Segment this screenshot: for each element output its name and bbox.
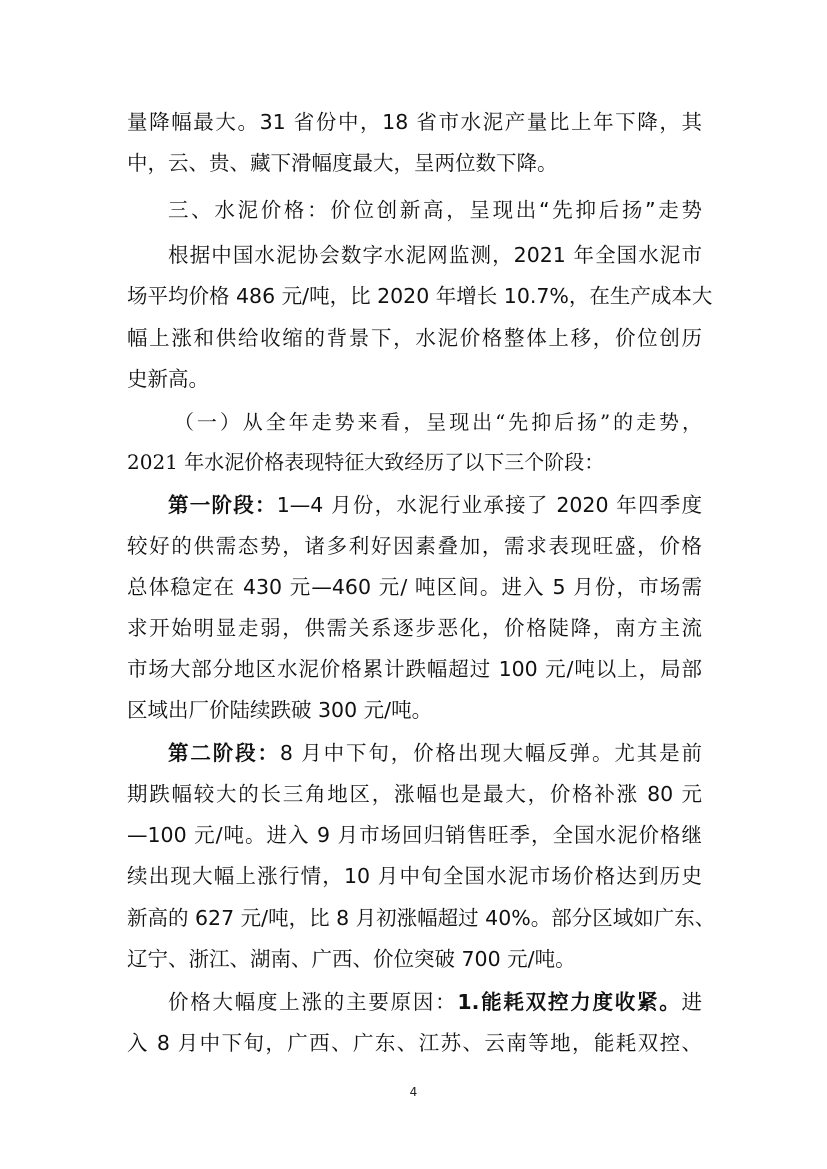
- paragraph-line: [168, 982, 702, 1022]
- stage1-text: 1—4 月份，水泥行业承接了 2020 年四季度: [276, 493, 703, 517]
- stage2-label: 第二阶段：: [168, 741, 280, 765]
- paragraph-line: 中，云、贵、藏下滑幅度最大，呈两位数下降。: [127, 151, 558, 175]
- page-number: 4: [409, 1085, 418, 1099]
- paragraph-line: 量降幅最大。31 省份中，18 省市水泥产量比上年下降，其: [127, 110, 702, 134]
- reason1-tail: 进: [681, 990, 702, 1014]
- paragraph-line: 入 8 月中下旬，广西、广东、江苏、云南等地，能耗双控、: [127, 1031, 702, 1055]
- paragraph-line: 新高的 627 元/吨，比 8 月初涨幅超过 40%。部分区域如广东、: [127, 906, 716, 930]
- reason-intro: 价格大幅度上涨的主要原因：: [168, 990, 458, 1014]
- stage2-text: 8 月中下旬，价格出现大幅反弹。尤其是前: [279, 741, 703, 765]
- reason1-label: 1.能耗双控力度收紧。: [457, 990, 682, 1014]
- paragraph-line: 幅上涨和供给收缩的背景下，水泥价格整体上移，价位创历: [127, 326, 702, 350]
- stage1-label: 第一阶段：: [168, 493, 277, 517]
- paragraph-line: 总体稳定在 430 元—460 元/ 吨区间。进入 5 月份，市场需: [127, 575, 702, 599]
- paragraph-line: 求开始明显走弱，供需关系逐步恶化，价格陡降，南方主流: [127, 616, 702, 640]
- subsection-heading: （一）从全年走势来看，呈现出“先抑后扬”的走势，: [174, 410, 702, 434]
- section-heading: 三、水泥价格：价位创新高，呈现出“先抑后扬”走势: [168, 198, 702, 222]
- subsection-heading-cont: 2021 年水泥价格表现特征大致经历了以下三个阶段：: [127, 450, 605, 474]
- paragraph-line: 场平均价格 486 元/吨，比 2020 年增长 10.7%，在生产成本大: [127, 284, 713, 308]
- paragraph-line: 区域出厂价陆续跌破 300 元/吨。: [127, 698, 433, 722]
- paragraph-line: 辽宁、浙江、湖南、广西、价位突破 700 元/吨。: [127, 947, 576, 971]
- paragraph-line: 市场大部分地区水泥价格累计跌幅超过 100 元/吨以上，局部: [127, 657, 702, 681]
- paragraph-line: 较好的供需态势，诸多利好因素叠加，需求表现旺盛，价格: [127, 534, 702, 558]
- paragraph-line: [168, 733, 702, 773]
- paragraph-line: 期跌幅较大的长三角地区，涨幅也是最大，价格补涨 80 元: [127, 782, 702, 806]
- paragraph-line: 根据中国水泥协会数字水泥网监测，2021 年全国水泥市: [168, 243, 702, 267]
- paragraph-line: 续出现大幅上涨行情，10 月中旬全国水泥市场价格达到历史: [127, 864, 702, 888]
- paragraph-line: [168, 485, 702, 525]
- paragraph-line: —100 元/吨。进入 9 月市场回归销售旺季，全国水泥价格继: [127, 823, 702, 847]
- paragraph-line: 史新高。: [127, 367, 209, 391]
